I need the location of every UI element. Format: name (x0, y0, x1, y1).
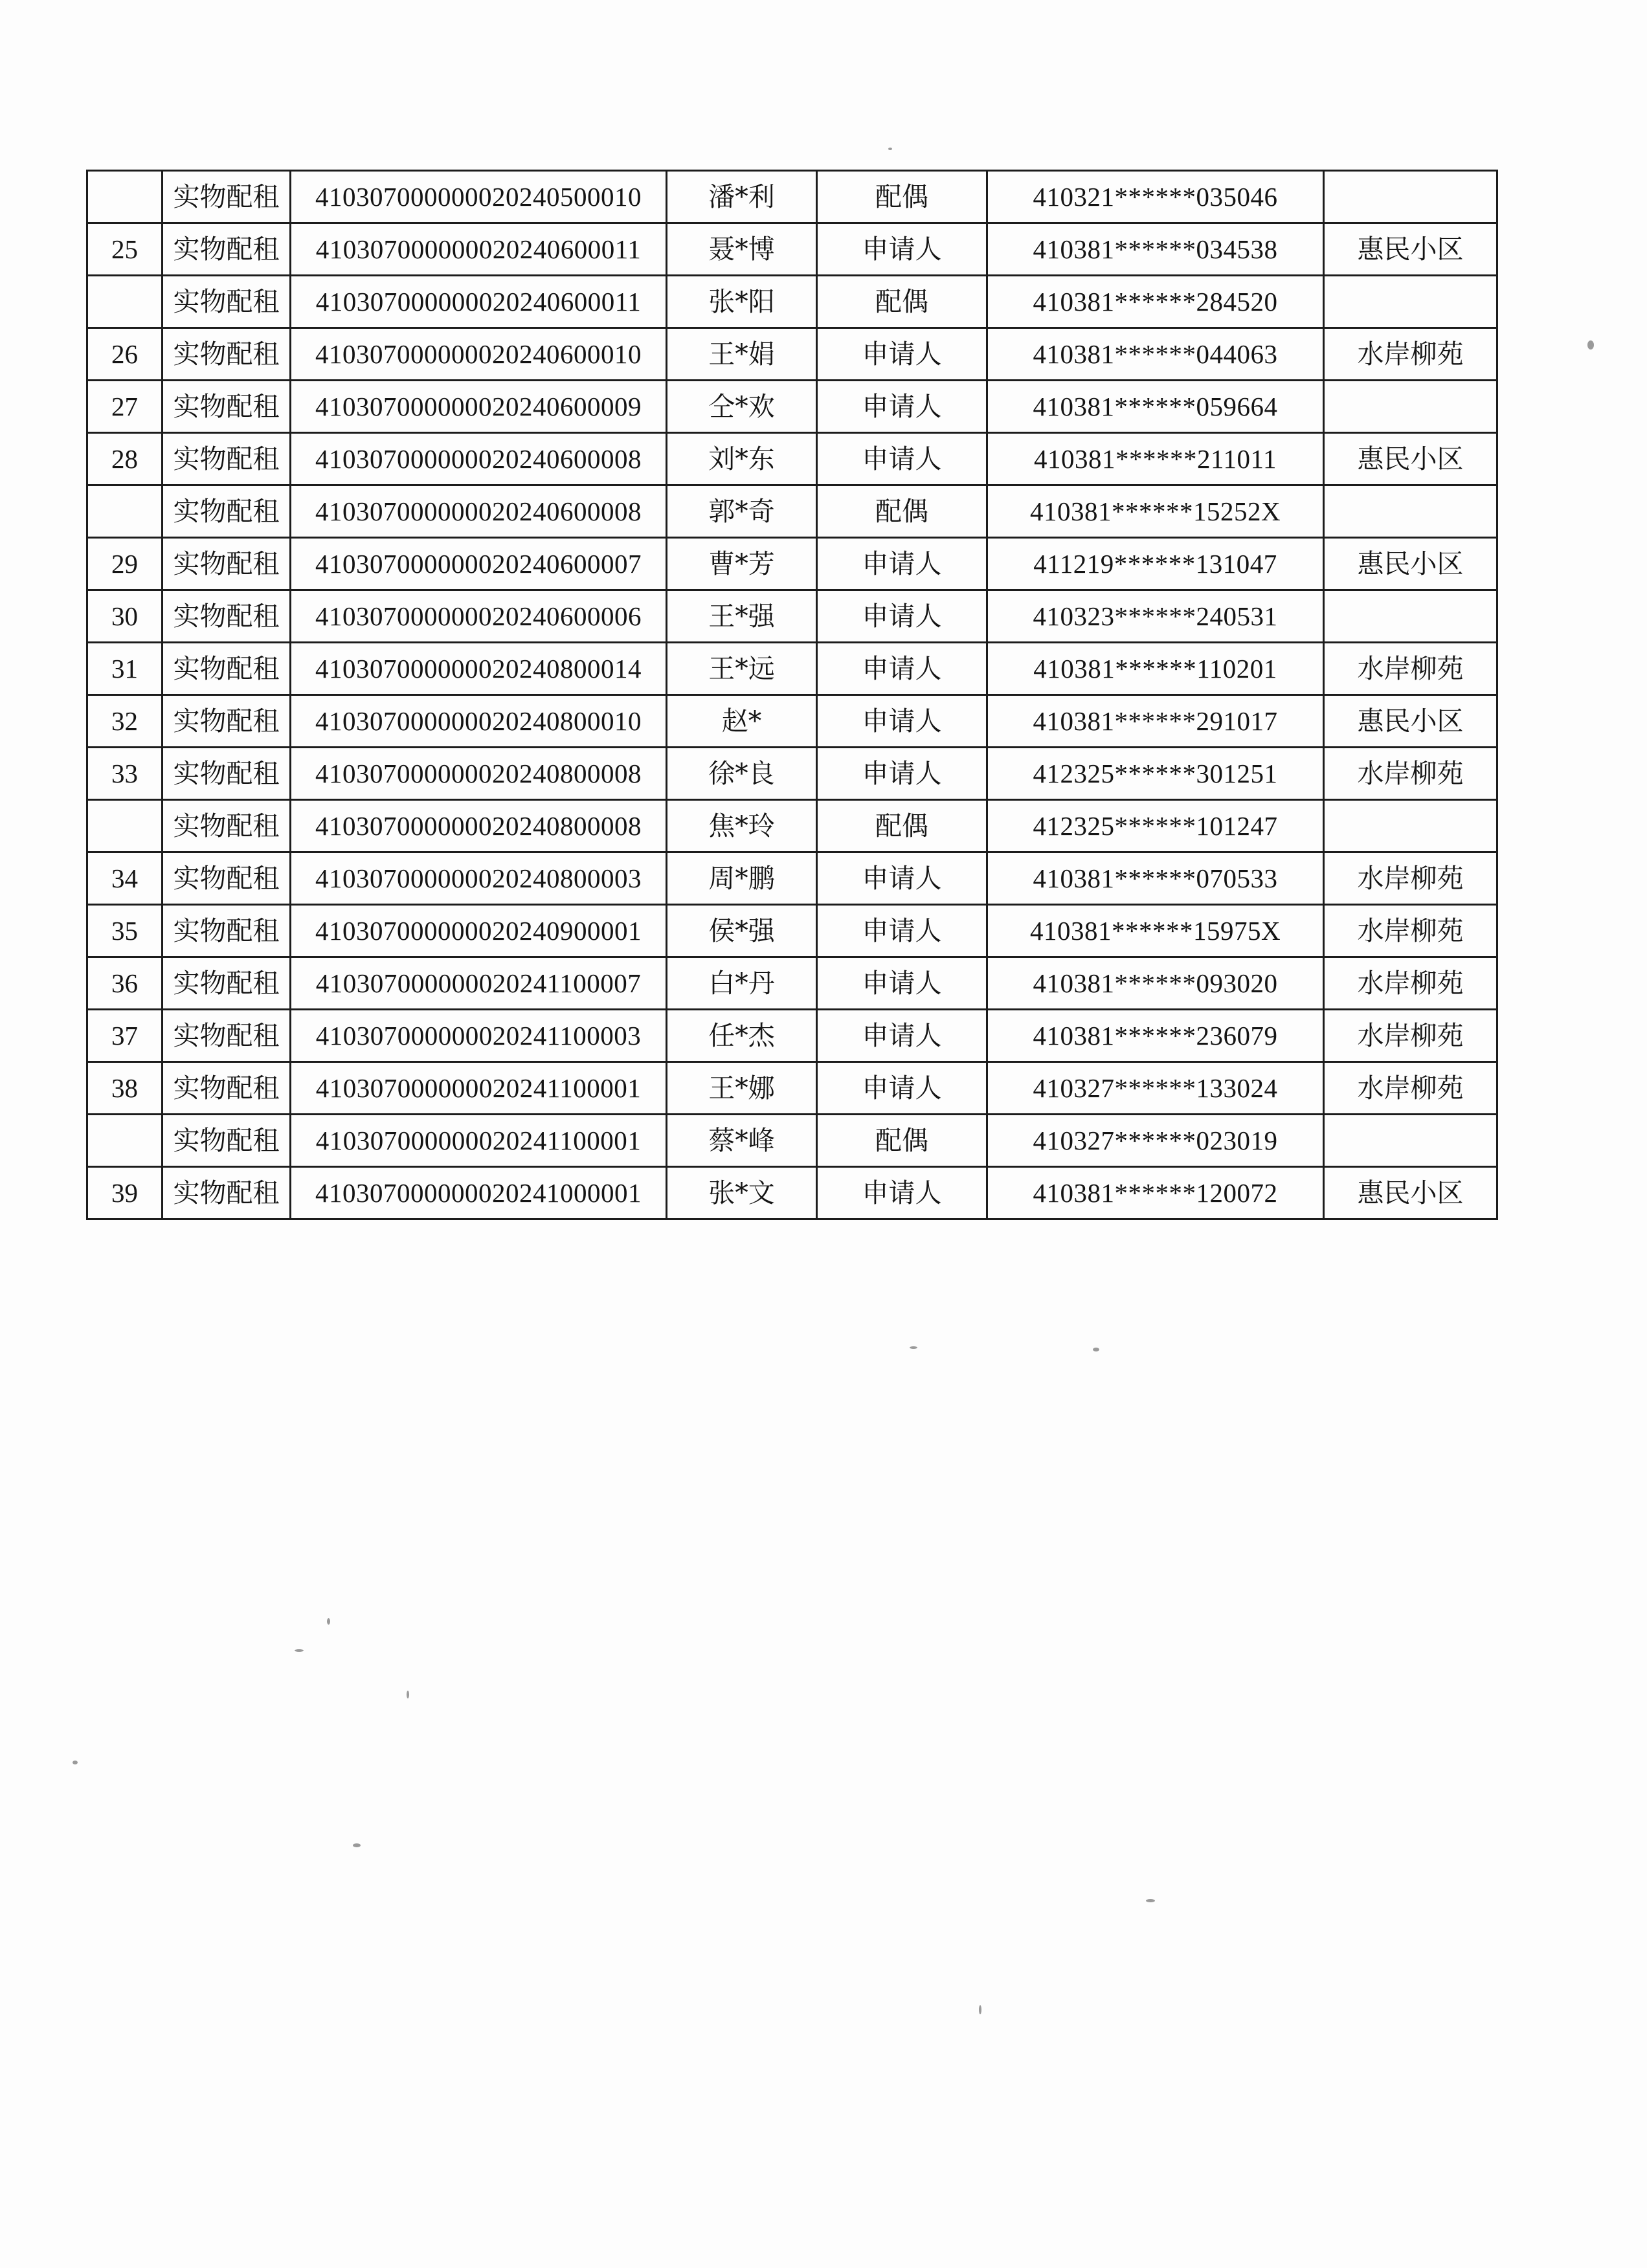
cell-id-number: 410327******023019 (987, 1115, 1324, 1167)
cell-seq-no (87, 800, 162, 852)
scan-speck (73, 1761, 78, 1764)
cell-allocation-type: 实物配租 (162, 695, 291, 748)
table-row (87, 433, 1497, 485)
cell-person-name: 聂*博 (667, 223, 817, 276)
cell-allocation-type: 实物配租 (162, 590, 291, 643)
cell-relation: 申请人 (817, 538, 987, 590)
cell-person-name: 张*文 (667, 1167, 817, 1219)
cell-id-number: 410381******15975X (987, 905, 1324, 957)
scan-speck (979, 2005, 981, 2014)
cell-application-code: 410307000000020240600010 (291, 328, 667, 381)
cell-id-number: 410381******211011 (987, 433, 1324, 485)
cell-person-name: 曹*芳 (667, 538, 817, 590)
cell-allocation-type: 实物配租 (162, 485, 291, 538)
cell-relation: 配偶 (817, 1115, 987, 1167)
cell-community: 惠民小区 (1324, 433, 1497, 485)
table-row (87, 957, 1497, 1010)
cell-application-code: 410307000000020240500010 (291, 171, 667, 223)
table-row (87, 748, 1497, 800)
cell-application-code: 410307000000020241100007 (291, 957, 667, 1010)
cell-seq-no: 34 (87, 852, 162, 905)
scan-speck (888, 148, 892, 150)
cell-application-code: 410307000000020240800008 (291, 748, 667, 800)
cell-seq-no: 28 (87, 433, 162, 485)
cell-person-name: 周*鹏 (667, 852, 817, 905)
cell-application-code: 410307000000020240600006 (291, 590, 667, 643)
cell-seq-no: 25 (87, 223, 162, 276)
cell-allocation-type: 实物配租 (162, 957, 291, 1010)
cell-allocation-type: 实物配租 (162, 223, 291, 276)
scan-speck (1146, 1899, 1155, 1902)
table-row (87, 1115, 1497, 1167)
table-row (87, 590, 1497, 643)
cell-relation: 申请人 (817, 748, 987, 800)
cell-relation: 申请人 (817, 695, 987, 748)
cell-id-number: 410381******110201 (987, 643, 1324, 695)
cell-community (1324, 485, 1497, 538)
table-row (87, 852, 1497, 905)
table-row (87, 695, 1497, 748)
cell-seq-no: 36 (87, 957, 162, 1010)
cell-allocation-type: 实物配租 (162, 328, 291, 381)
cell-person-name: 王*强 (667, 590, 817, 643)
cell-application-code: 410307000000020240900001 (291, 905, 667, 957)
cell-relation: 申请人 (817, 1167, 987, 1219)
cell-application-code: 410307000000020240800003 (291, 852, 667, 905)
cell-seq-no (87, 276, 162, 328)
allocation-table (86, 170, 1498, 1220)
cell-id-number: 410381******044063 (987, 328, 1324, 381)
cell-relation: 申请人 (817, 590, 987, 643)
cell-person-name: 张*阳 (667, 276, 817, 328)
cell-seq-no: 30 (87, 590, 162, 643)
table-row (87, 1010, 1497, 1062)
table-row (87, 223, 1497, 276)
cell-relation: 申请人 (817, 328, 987, 381)
cell-application-code: 410307000000020240800008 (291, 800, 667, 852)
cell-community: 惠民小区 (1324, 538, 1497, 590)
cell-relation: 申请人 (817, 223, 987, 276)
cell-id-number: 410381******059664 (987, 381, 1324, 433)
cell-seq-no: 39 (87, 1167, 162, 1219)
cell-seq-no (87, 171, 162, 223)
cell-id-number: 410323******240531 (987, 590, 1324, 643)
cell-id-number: 410381******15252X (987, 485, 1324, 538)
cell-allocation-type: 实物配租 (162, 276, 291, 328)
cell-person-name: 赵* (667, 695, 817, 748)
scan-speck (295, 1649, 304, 1652)
cell-seq-no (87, 485, 162, 538)
cell-allocation-type: 实物配租 (162, 800, 291, 852)
cell-id-number: 410381******284520 (987, 276, 1324, 328)
cell-community (1324, 381, 1497, 433)
cell-person-name: 王*娟 (667, 328, 817, 381)
cell-community: 水岸柳苑 (1324, 905, 1497, 957)
cell-person-name: 白*丹 (667, 957, 817, 1010)
scan-speck (910, 1346, 917, 1349)
scan-speck (1093, 1348, 1099, 1351)
cell-person-name: 王*远 (667, 643, 817, 695)
cell-application-code: 410307000000020240600008 (291, 485, 667, 538)
cell-allocation-type: 实物配租 (162, 171, 291, 223)
table-row (87, 381, 1497, 433)
cell-person-name: 徐*良 (667, 748, 817, 800)
scan-speck (407, 1691, 409, 1698)
cell-seq-no (87, 1115, 162, 1167)
cell-relation: 申请人 (817, 381, 987, 433)
cell-community: 惠民小区 (1324, 695, 1497, 748)
cell-application-code: 410307000000020241100001 (291, 1115, 667, 1167)
table-row (87, 1062, 1497, 1115)
cell-allocation-type: 实物配租 (162, 1010, 291, 1062)
cell-seq-no: 31 (87, 643, 162, 695)
cell-community: 水岸柳苑 (1324, 957, 1497, 1010)
cell-person-name: 王*娜 (667, 1062, 817, 1115)
cell-relation: 申请人 (817, 905, 987, 957)
cell-application-code: 410307000000020240600008 (291, 433, 667, 485)
cell-community: 水岸柳苑 (1324, 1010, 1497, 1062)
cell-application-code: 410307000000020241000001 (291, 1167, 667, 1219)
cell-id-number: 410381******291017 (987, 695, 1324, 748)
cell-person-name: 潘*利 (667, 171, 817, 223)
cell-seq-no: 33 (87, 748, 162, 800)
cell-allocation-type: 实物配租 (162, 1167, 291, 1219)
cell-relation: 申请人 (817, 852, 987, 905)
cell-community: 水岸柳苑 (1324, 852, 1497, 905)
table-row (87, 171, 1497, 223)
cell-seq-no: 27 (87, 381, 162, 433)
cell-application-code: 410307000000020240600007 (291, 538, 667, 590)
scan-speck (327, 1618, 330, 1625)
table-row (87, 1167, 1497, 1219)
cell-application-code: 410307000000020240600011 (291, 276, 667, 328)
table-row (87, 328, 1497, 381)
cell-person-name: 仝*欢 (667, 381, 817, 433)
cell-relation: 配偶 (817, 800, 987, 852)
cell-seq-no: 29 (87, 538, 162, 590)
cell-relation: 申请人 (817, 1010, 987, 1062)
cell-community: 惠民小区 (1324, 223, 1497, 276)
table-row (87, 800, 1497, 852)
cell-allocation-type: 实物配租 (162, 852, 291, 905)
table-row (87, 485, 1497, 538)
cell-application-code: 410307000000020240800014 (291, 643, 667, 695)
cell-relation: 申请人 (817, 643, 987, 695)
cell-application-code: 410307000000020240800010 (291, 695, 667, 748)
cell-relation: 配偶 (817, 485, 987, 538)
cell-community (1324, 590, 1497, 643)
cell-id-number: 410381******070533 (987, 852, 1324, 905)
cell-community: 水岸柳苑 (1324, 1062, 1497, 1115)
cell-id-number: 410381******034538 (987, 223, 1324, 276)
cell-allocation-type: 实物配租 (162, 538, 291, 590)
cell-id-number: 410381******236079 (987, 1010, 1324, 1062)
cell-person-name: 郭*奇 (667, 485, 817, 538)
cell-application-code: 410307000000020240600011 (291, 223, 667, 276)
cell-community (1324, 1115, 1497, 1167)
table-row (87, 538, 1497, 590)
cell-id-number: 412325******101247 (987, 800, 1324, 852)
cell-community: 水岸柳苑 (1324, 643, 1497, 695)
cell-allocation-type: 实物配租 (162, 643, 291, 695)
cell-relation: 配偶 (817, 171, 987, 223)
cell-community: 惠民小区 (1324, 1167, 1497, 1219)
cell-seq-no: 35 (87, 905, 162, 957)
cell-person-name: 刘*东 (667, 433, 817, 485)
cell-allocation-type: 实物配租 (162, 748, 291, 800)
cell-id-number: 411219******131047 (987, 538, 1324, 590)
cell-community: 水岸柳苑 (1324, 328, 1497, 381)
cell-relation: 申请人 (817, 433, 987, 485)
cell-relation: 申请人 (817, 957, 987, 1010)
table-body (87, 171, 1497, 1219)
cell-seq-no: 37 (87, 1010, 162, 1062)
cell-seq-no: 32 (87, 695, 162, 748)
cell-community (1324, 800, 1497, 852)
cell-id-number: 412325******301251 (987, 748, 1324, 800)
scan-speck (353, 1843, 361, 1847)
cell-person-name: 侯*强 (667, 905, 817, 957)
cell-allocation-type: 实物配租 (162, 1062, 291, 1115)
cell-person-name: 焦*玲 (667, 800, 817, 852)
table-row (87, 643, 1497, 695)
cell-id-number: 410381******120072 (987, 1167, 1324, 1219)
cell-allocation-type: 实物配租 (162, 1115, 291, 1167)
cell-community: 水岸柳苑 (1324, 748, 1497, 800)
cell-application-code: 410307000000020241100003 (291, 1010, 667, 1062)
cell-person-name: 蔡*峰 (667, 1115, 817, 1167)
cell-allocation-type: 实物配租 (162, 381, 291, 433)
cell-id-number: 410327******133024 (987, 1062, 1324, 1115)
cell-application-code: 410307000000020240600009 (291, 381, 667, 433)
scan-speck (1587, 340, 1594, 350)
table-row (87, 276, 1497, 328)
cell-application-code: 410307000000020241100001 (291, 1062, 667, 1115)
cell-id-number: 410381******093020 (987, 957, 1324, 1010)
cell-seq-no: 38 (87, 1062, 162, 1115)
cell-id-number: 410321******035046 (987, 171, 1324, 223)
cell-community (1324, 171, 1497, 223)
table-row (87, 905, 1497, 957)
cell-seq-no: 26 (87, 328, 162, 381)
cell-relation: 配偶 (817, 276, 987, 328)
cell-community (1324, 276, 1497, 328)
cell-person-name: 任*杰 (667, 1010, 817, 1062)
cell-relation: 申请人 (817, 1062, 987, 1115)
cell-allocation-type: 实物配租 (162, 905, 291, 957)
cell-allocation-type: 实物配租 (162, 433, 291, 485)
